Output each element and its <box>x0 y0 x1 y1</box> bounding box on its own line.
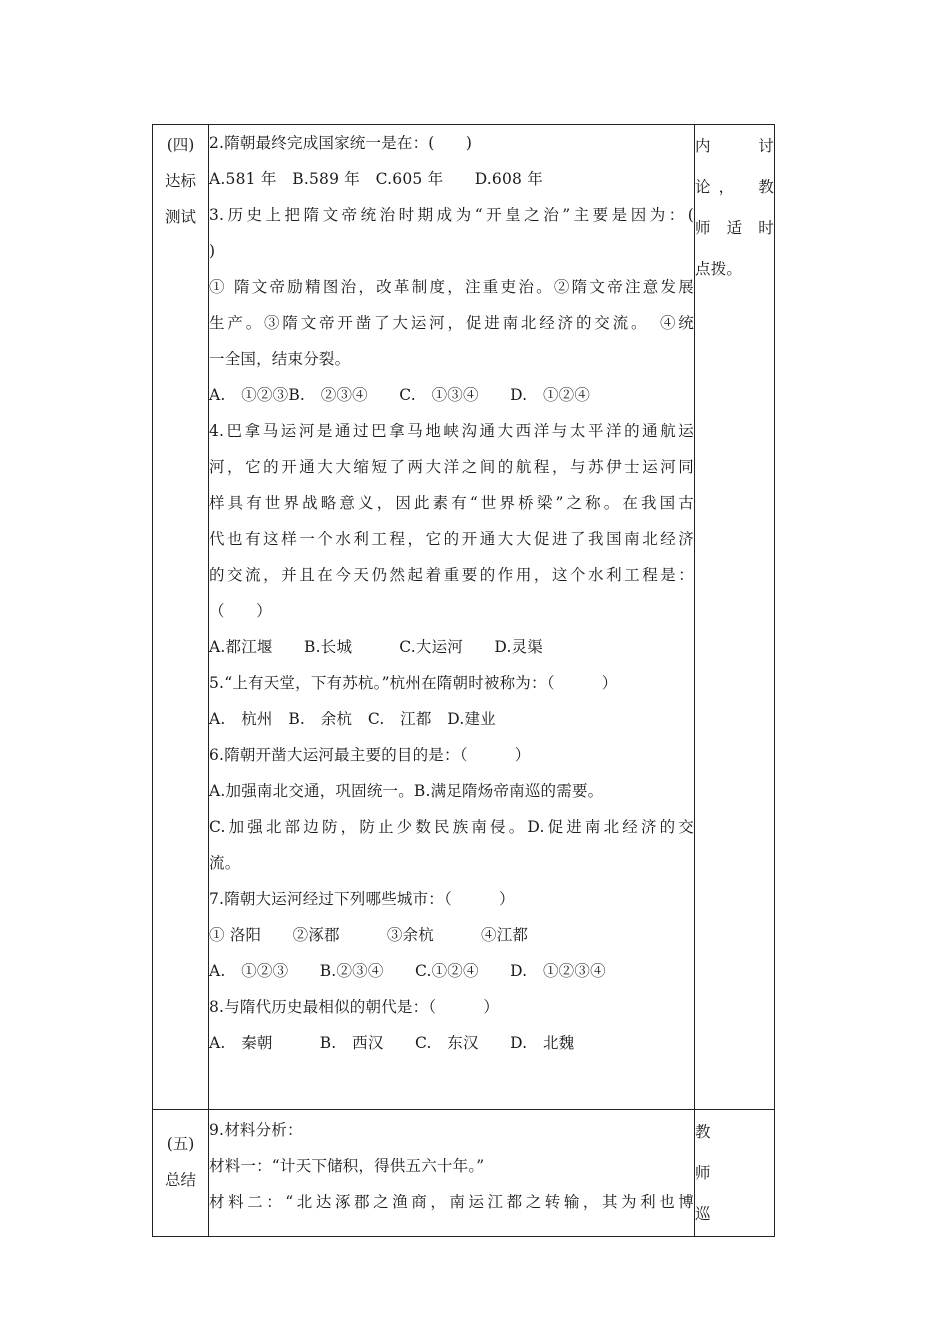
section-4-content <box>209 125 695 1110</box>
lesson-table <box>152 124 775 1237</box>
question-line: A. 秦朝 B. 西汉 C. 东汉 D. 北魏 <box>209 1034 575 1052</box>
label-line: (五) <box>166 1135 195 1153</box>
question-line: 7.隋朝大运河经过下列哪些城市：（ ） <box>209 890 515 908</box>
question-line: ) <box>209 242 216 260</box>
question-line: ① 隋文帝励精图治，改革制度，注重吏治。②隋文帝注意发展 <box>209 278 694 296</box>
question-line: （ ） <box>209 602 272 620</box>
label-line: 达标 <box>164 172 196 190</box>
section-5-content <box>209 1110 695 1237</box>
question-line: A.581 年 B.589 年 C.605 年 D.608 年 <box>209 170 543 188</box>
question-line: 代也有这样一个水利工程，它的开通大大促进了我国南北经济 <box>209 530 694 548</box>
question-line: A.都江堰 B.长城 C.大运河 D.灵渠 <box>209 638 543 656</box>
question-line: A. ①②③B. ②③④ C. ①③④ D. ①②④ <box>209 386 591 404</box>
note-line: 巡 <box>695 1205 711 1223</box>
question-line: A. ①②③ B.②③④ C.①②④ D. ①②③④ <box>209 962 606 980</box>
question-line: A.加强南北交通，巩固统一。B.满足隋炀帝南巡的需要。 <box>209 782 604 800</box>
section-5-teaching-note <box>695 1110 775 1237</box>
section-5-label <box>153 1110 209 1237</box>
question-line: A. 杭州 B. 余杭 C. 江都 D.建业 <box>209 710 496 728</box>
question-line: 材料二：“北达涿郡之渔商，南运江都之转输，其为利也博 <box>209 1193 694 1211</box>
question-line: 河，它的开通大大缩短了两大洋之间的航程，与苏伊士运河同 <box>209 458 694 476</box>
note-line: 师 <box>695 1164 711 1182</box>
question-line: 6.隋朝开凿大运河最主要的目的是：（ ） <box>209 746 531 764</box>
question-line: 3.历史上把隋文帝统治时期成为“开皇之治”主要是因为：( <box>209 206 694 224</box>
question-line: 4.巴拿马运河是通过巴拿马地峡沟通大西洋与太平洋的通航运 <box>209 422 694 440</box>
question-line: 流。 <box>209 854 241 872</box>
note-line: 内 讨 <box>695 137 774 155</box>
question-line: 一全国，结束分裂。 <box>209 350 351 368</box>
question-line: 样具有世界战略意义，因此素有“世界桥梁”之称。在我国古 <box>209 494 694 512</box>
section-4-teaching-note <box>695 125 775 1110</box>
question-line: 2.隋朝最终完成国家统一是在：( ) <box>209 134 473 152</box>
question-line: 的交流，并且在今天仍然起着重要的作用，这个水利工程是： <box>209 566 694 584</box>
section-4-label <box>153 125 209 1110</box>
question-line: 8.与隋代历史最相似的朝代是：（ ） <box>209 998 500 1016</box>
section-5-row <box>153 1110 775 1237</box>
note-line: 师 适 时 <box>695 219 774 237</box>
section-4-row <box>153 125 775 1110</box>
label-line: 测试 <box>164 208 196 226</box>
question-line: ① 洛阳 ②涿郡 ③余杭 ④江都 <box>209 926 529 944</box>
question-line: 材料一：“计天下储积，得供五六十年。” <box>209 1157 485 1175</box>
note-line: 教 <box>695 1123 711 1141</box>
question-line: 5.“上有天堂，下有苏杭。”杭州在隋朝时被称为：（ ） <box>209 674 618 692</box>
label-line: 总结 <box>164 1171 196 1189</box>
question-line: C.加强北部边防，防止少数民族南侵。D.促进南北经济的交 <box>209 818 694 836</box>
question-line: 生产。③隋文帝开凿了大运河，促进南北经济的交流。 ④统 <box>209 314 694 332</box>
note-line: 论， 教 <box>695 178 774 196</box>
question-line: 9.材料分析： <box>209 1121 303 1139</box>
label-line: (四) <box>166 136 195 154</box>
note-line: 点拨。 <box>695 260 743 278</box>
